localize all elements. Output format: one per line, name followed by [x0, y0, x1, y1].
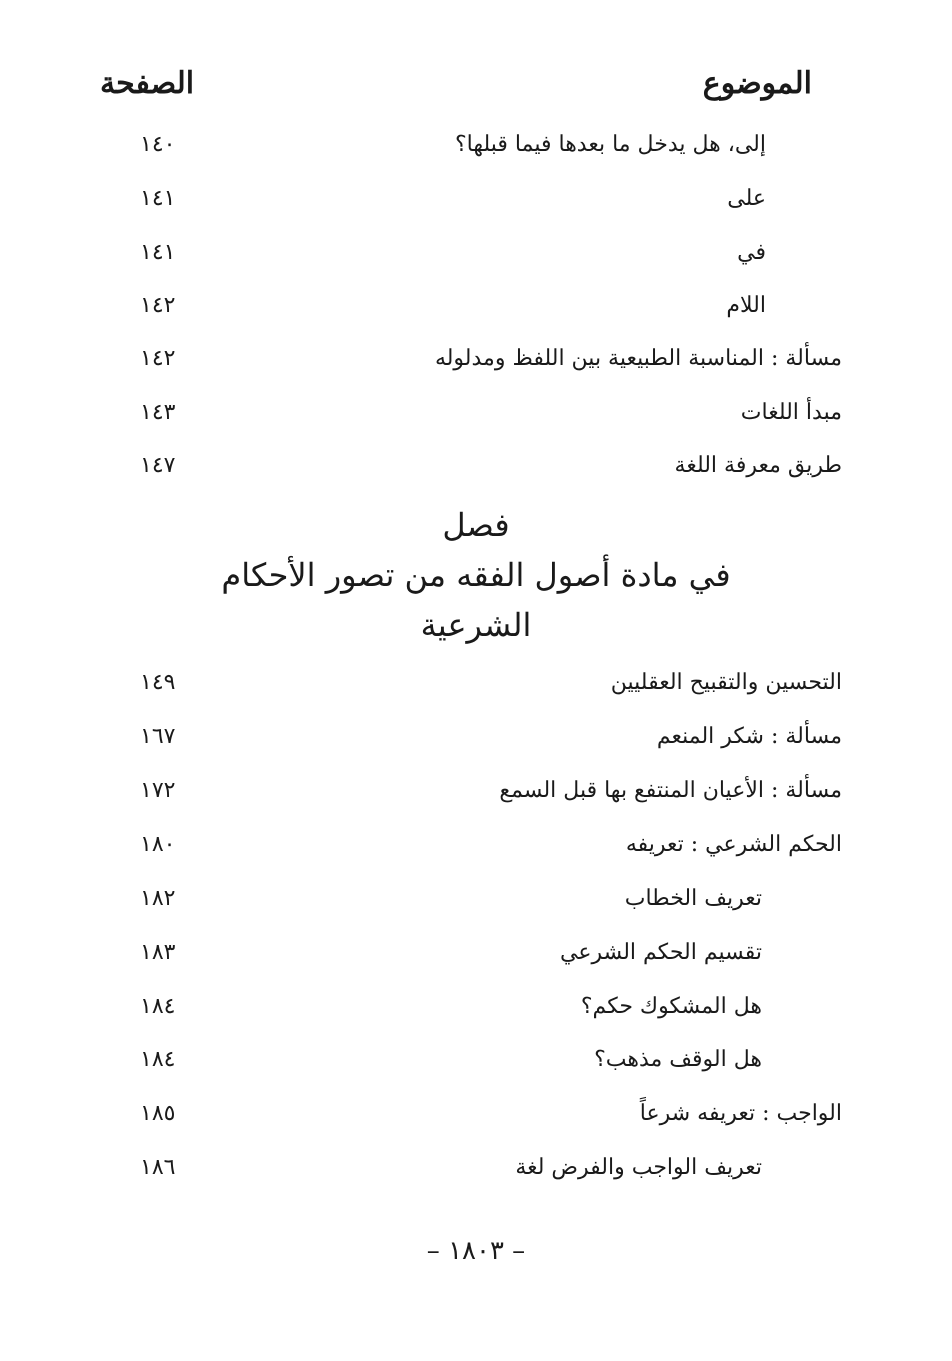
toc-entry — [100, 670, 842, 706]
toc-entry-page: ١٧٢ — [140, 778, 176, 803]
toc-entry-title: اللام — [726, 293, 766, 318]
page-number: – ١٨٠٣ – — [426, 1236, 526, 1266]
toc-entry — [100, 940, 842, 976]
table-header — [100, 66, 812, 110]
section-heading — [160, 500, 792, 650]
toc-entry-title: مبدأ اللغات — [740, 400, 842, 425]
header-topic-label: الموضوع — [702, 66, 812, 101]
toc-entry-page: ١٨٠ — [140, 832, 176, 857]
toc-entry-page: ١٨٣ — [140, 940, 176, 965]
toc-entry — [100, 994, 842, 1030]
toc-entry-title: الواجب : تعريفه شرعاً — [639, 1101, 842, 1126]
toc-entry — [100, 186, 842, 222]
toc-entry — [100, 886, 842, 922]
toc-entry-page: ١٤٩ — [140, 670, 176, 695]
toc-entry-page: ١٤٠ — [140, 132, 176, 157]
toc-entry — [100, 778, 842, 814]
toc-entry-page: ١٨٤ — [140, 1047, 176, 1072]
toc-entry — [100, 1047, 842, 1083]
toc-entry-title: على — [727, 186, 766, 211]
toc-entry-title: مسألة : المناسبة الطبيعية بين اللفظ ومدلوله — [434, 346, 842, 371]
toc-entry — [100, 346, 842, 382]
toc-entry — [100, 1101, 842, 1137]
toc-entry-title: هل الوقف مذهب؟ — [594, 1047, 762, 1072]
toc-entry-page: ١٤١ — [140, 186, 176, 211]
toc-entry-title: تعريف الخطاب — [624, 886, 762, 911]
section-heading-line3: الشرعية — [420, 606, 532, 644]
toc-entry-title: تعريف الواجب والفرض لغة — [515, 1155, 762, 1180]
toc-entry — [100, 240, 842, 276]
toc-entry-page: ١٤١ — [140, 240, 176, 265]
toc-entry — [100, 132, 842, 168]
header-page-label: الصفحة — [100, 66, 195, 101]
toc-entry-page: ١٤٧ — [140, 453, 176, 478]
toc-entry-page: ١٨٤ — [140, 994, 176, 1019]
section-heading-line2: في مادة أصول الفقه من تصور الأحكام — [221, 556, 731, 594]
toc-entry-page: ١٨٥ — [140, 1101, 176, 1126]
toc-entry — [100, 832, 842, 868]
toc-entry-title: مسألة : الأعيان المنتفع بها قبل السمع — [499, 778, 842, 803]
toc-entry-title: مسألة : شكر المنعم — [656, 724, 842, 749]
toc-entry — [100, 1155, 842, 1191]
toc-entry — [100, 453, 842, 489]
toc-entry-page: ١٤٣ — [140, 400, 176, 425]
toc-entry-page: ١٨٦ — [140, 1155, 176, 1180]
toc-entry-title: هل المشكوك حكم؟ — [580, 994, 762, 1019]
toc-entry-title: تقسيم الحكم الشرعي — [560, 940, 762, 965]
toc-entry-page: ١٦٧ — [140, 724, 176, 749]
toc-entry-title: طريق معرفة اللغة — [674, 453, 842, 478]
toc-entry-title: التحسين والتقبيح العقليين — [610, 670, 842, 695]
toc-entry-title: في — [737, 240, 766, 265]
toc-entry — [100, 724, 842, 760]
toc-entry — [100, 293, 842, 329]
toc-entry-page: ١٨٢ — [140, 886, 176, 911]
toc-entry-page: ١٤٢ — [140, 346, 176, 371]
toc-entry-page: ١٤٢ — [140, 293, 176, 318]
toc-entry-title: الحكم الشرعي : تعريفه — [625, 832, 842, 857]
section-heading-line1: فصل — [442, 506, 510, 544]
toc-entry — [100, 400, 842, 436]
toc-entry-title: إلى، هل يدخل ما بعدها فيما قبلها؟ — [454, 132, 766, 157]
